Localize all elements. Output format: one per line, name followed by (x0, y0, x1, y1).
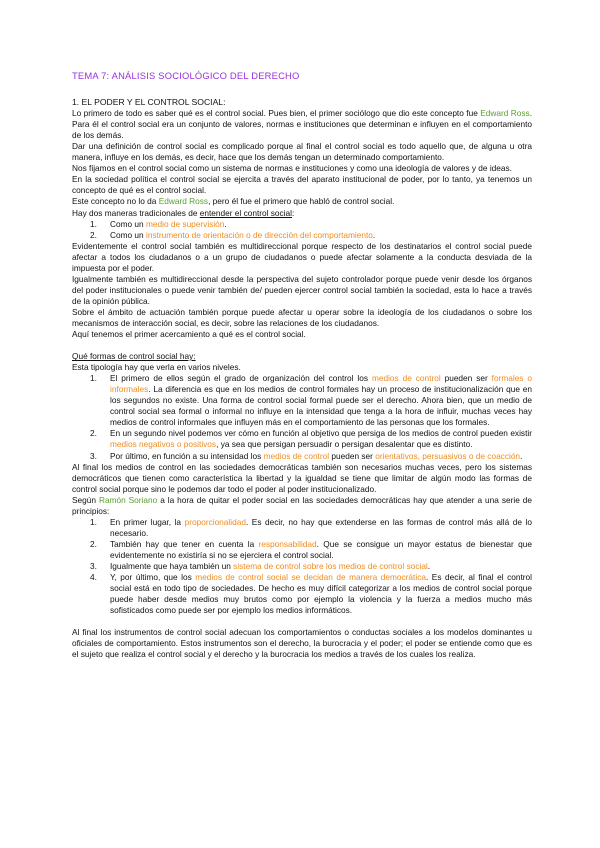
list-item: 2. En un segundo nivel podemos ver cómo en función al objetivo que persiga de los medios de control pueden existir medios negativos o positivos, ya sea que persigan persuadir o persigan desalentar que es distinto. (90, 428, 532, 450)
list-item: 3. Por último, en función a su intensidad los medios de control pueden ser orientativos, persuasivos o de coacción. (90, 450, 523, 461)
highlight-author: Ramón Soriano (98, 494, 158, 505)
highlight-concept: proporcionalidad (184, 516, 246, 527)
principles-list (72, 517, 532, 616)
closing-paragraph: Al final los instrumentos de control social adecuan los comportamientos o conductas sociales a los modelos dominantes u oficiales de comportamiento. Estos instrumentos son el derecho, la burocracia y el poder; el poder se entiende como que es el sujeto que realiza el control social y el derecho y la burocracia los medios a través de los cuales los realiza. (72, 627, 532, 660)
list-item: 4. Y, por último, que los medios de control social se decidan de manera democrática. Es decir, al final el control social está en todo tipo de sociedades. De hecho es muy difícil categorizar a los medios de control social porque puede haber desde medios muy brutos como por ejemplo la violencia y la fuerza a medios mucho más sofisticados como puede ser por ejemplo los medios informáticos. (90, 572, 532, 616)
paragraph: Hay dos maneras tradicionales de entender el control social: (72, 207, 295, 218)
traditional-ways-list (72, 219, 532, 241)
highlight-author: Edward Ross (158, 196, 209, 207)
paragraph: Según Ramón Soriano a la hora de quitar el poder social en las sociedades democráticas hay que atender a una serie de principios: (72, 494, 533, 516)
section-heading-poder: 1. EL PODER Y EL CONTROL SOCIAL: (72, 97, 226, 108)
document-title: TEMA 7: ANÁLISIS SOCIOLÓGICO DEL DERECHO (72, 70, 300, 81)
paragraph: Lo primero de todo es saber qué es el control social. Pues bien, el primer sociólogo que dio este concepto fue Edward Ross. Para él el control social era un conjunto de valores, normas e instituciones que determinan e influyen en el comportamiento de los demás. (72, 108, 532, 141)
list-item: 3. Igualmente que haya también un sistema de control sobre los medios de control social. (90, 560, 431, 571)
underlined-phrase: entender el control social (199, 207, 292, 218)
highlight-concept: medios de control (371, 373, 441, 384)
highlight-concept: sistema de control sobre los medios de control social (233, 560, 428, 571)
paragraph: Igualmente también es multidireccional desde la perspectiva del sujeto controlador porque puede venir desde los órganos del poder institucionales o puede venir también de/ pueden ejercer control social también la sociedad, esta lo hace a través de la opinión pública. (72, 273, 532, 306)
highlight-concept: medios negativos o positivos (110, 439, 217, 450)
highlight-concept: medio de supervisión (145, 218, 225, 229)
forms-list (72, 373, 532, 461)
paragraph: Aquí tenemos el primer acercamiento a qué es el control social. (72, 329, 306, 340)
document-page (72, 70, 532, 660)
list-item: 1. Como un medio de supervisión. (90, 218, 227, 229)
list-item: 1. En primer lugar, la proporcionalidad. Es decir, no hay que extenderse en las formas de control más allá de lo necesario. (90, 516, 532, 538)
highlight-concept: responsabilidad (258, 538, 317, 549)
paragraph: En la sociedad política el control social se ejercita a través del aparato institucional de poder, por lo tanto, ya tenemos un concepto de qué es el control social. (72, 174, 532, 196)
paragraph: Nos fijamos en el control social como un sistema de normas e instituciones y como una ideología de valores y de ideas. (72, 163, 512, 174)
highlight-concept: formales o informales (110, 373, 532, 395)
list-item: 2. También hay que tener en cuenta la responsabilidad. Que se consigue un mayor estatus de bienestar que evidentemente no existiría si no se ejerciera el control social. (90, 538, 532, 560)
highlight-author: Edward Ross (480, 108, 530, 119)
paragraph: Sobre el ámbito de actuación también porque puede afectar u operar sobre la ideología de los ciudadanos o sobre los mecanismos de interacción social, es decir, sobre las relaciones de los ciudadanos. (72, 306, 532, 328)
section-heading-formas: Qué formas de control social hay: (72, 351, 196, 362)
highlight-concept: medios de control social se decidan de manera democrática (195, 572, 426, 583)
paragraph: Al final los medios de control en las sociedades democráticas también son necesarios muchas veces, pero los sistemas democráticos que tienen como característica la libertad y la igualdad se tiene que limitar de algún modo las formas de control social porque sino le podemos dar todo el poder al poder institucionalizado. (72, 461, 532, 494)
highlight-concept: medios de control (263, 450, 330, 461)
highlight-concept: instrumento de orientación o de dirección del comportamiento (145, 229, 373, 240)
list-item: 1. El primero de ellos según el grado de organización del control los medios de control pueden ser formales o informales. La diferencia es que en los medios de control formales hay un proceso de institucionalización que en los segundos no existe. Una forma de control social formal puede ser el derecho. Ahora bien, que un medio de control social sea formal o informal no influye en la intensidad que tenga a la hora de influir, muchas veces hay medios de control informales que influyen más en el comportamiento de las personas que los formales. (90, 373, 532, 428)
list-item: 2. Como un instrumento de orientación o de dirección del comportamiento. (90, 229, 376, 240)
paragraph: Dar una definición de control social es complicado porque al final el control social es todo aquello que, de alguna u otra manera, influye en los demás, es decir, hace que los demás tengan un determinado comportamiento. (72, 141, 532, 163)
paragraph: Evidentemente el control social también es multidireccional porque respecto de los destinatarios el control social puede afectar a todos los ciudadanos o a un grupo de ciudadanos o puede afectar solamente a la conducta desviada de la impuesta por el poder. (72, 240, 532, 273)
paragraph: Esta tipología hay que verla en varios niveles. (72, 362, 241, 373)
highlight-concept: orientativos, persuasivos o de coacción (375, 450, 521, 461)
paragraph: Este concepto no lo da Edward Ross, pero él fue el primero que habló de control social. (72, 196, 395, 207)
